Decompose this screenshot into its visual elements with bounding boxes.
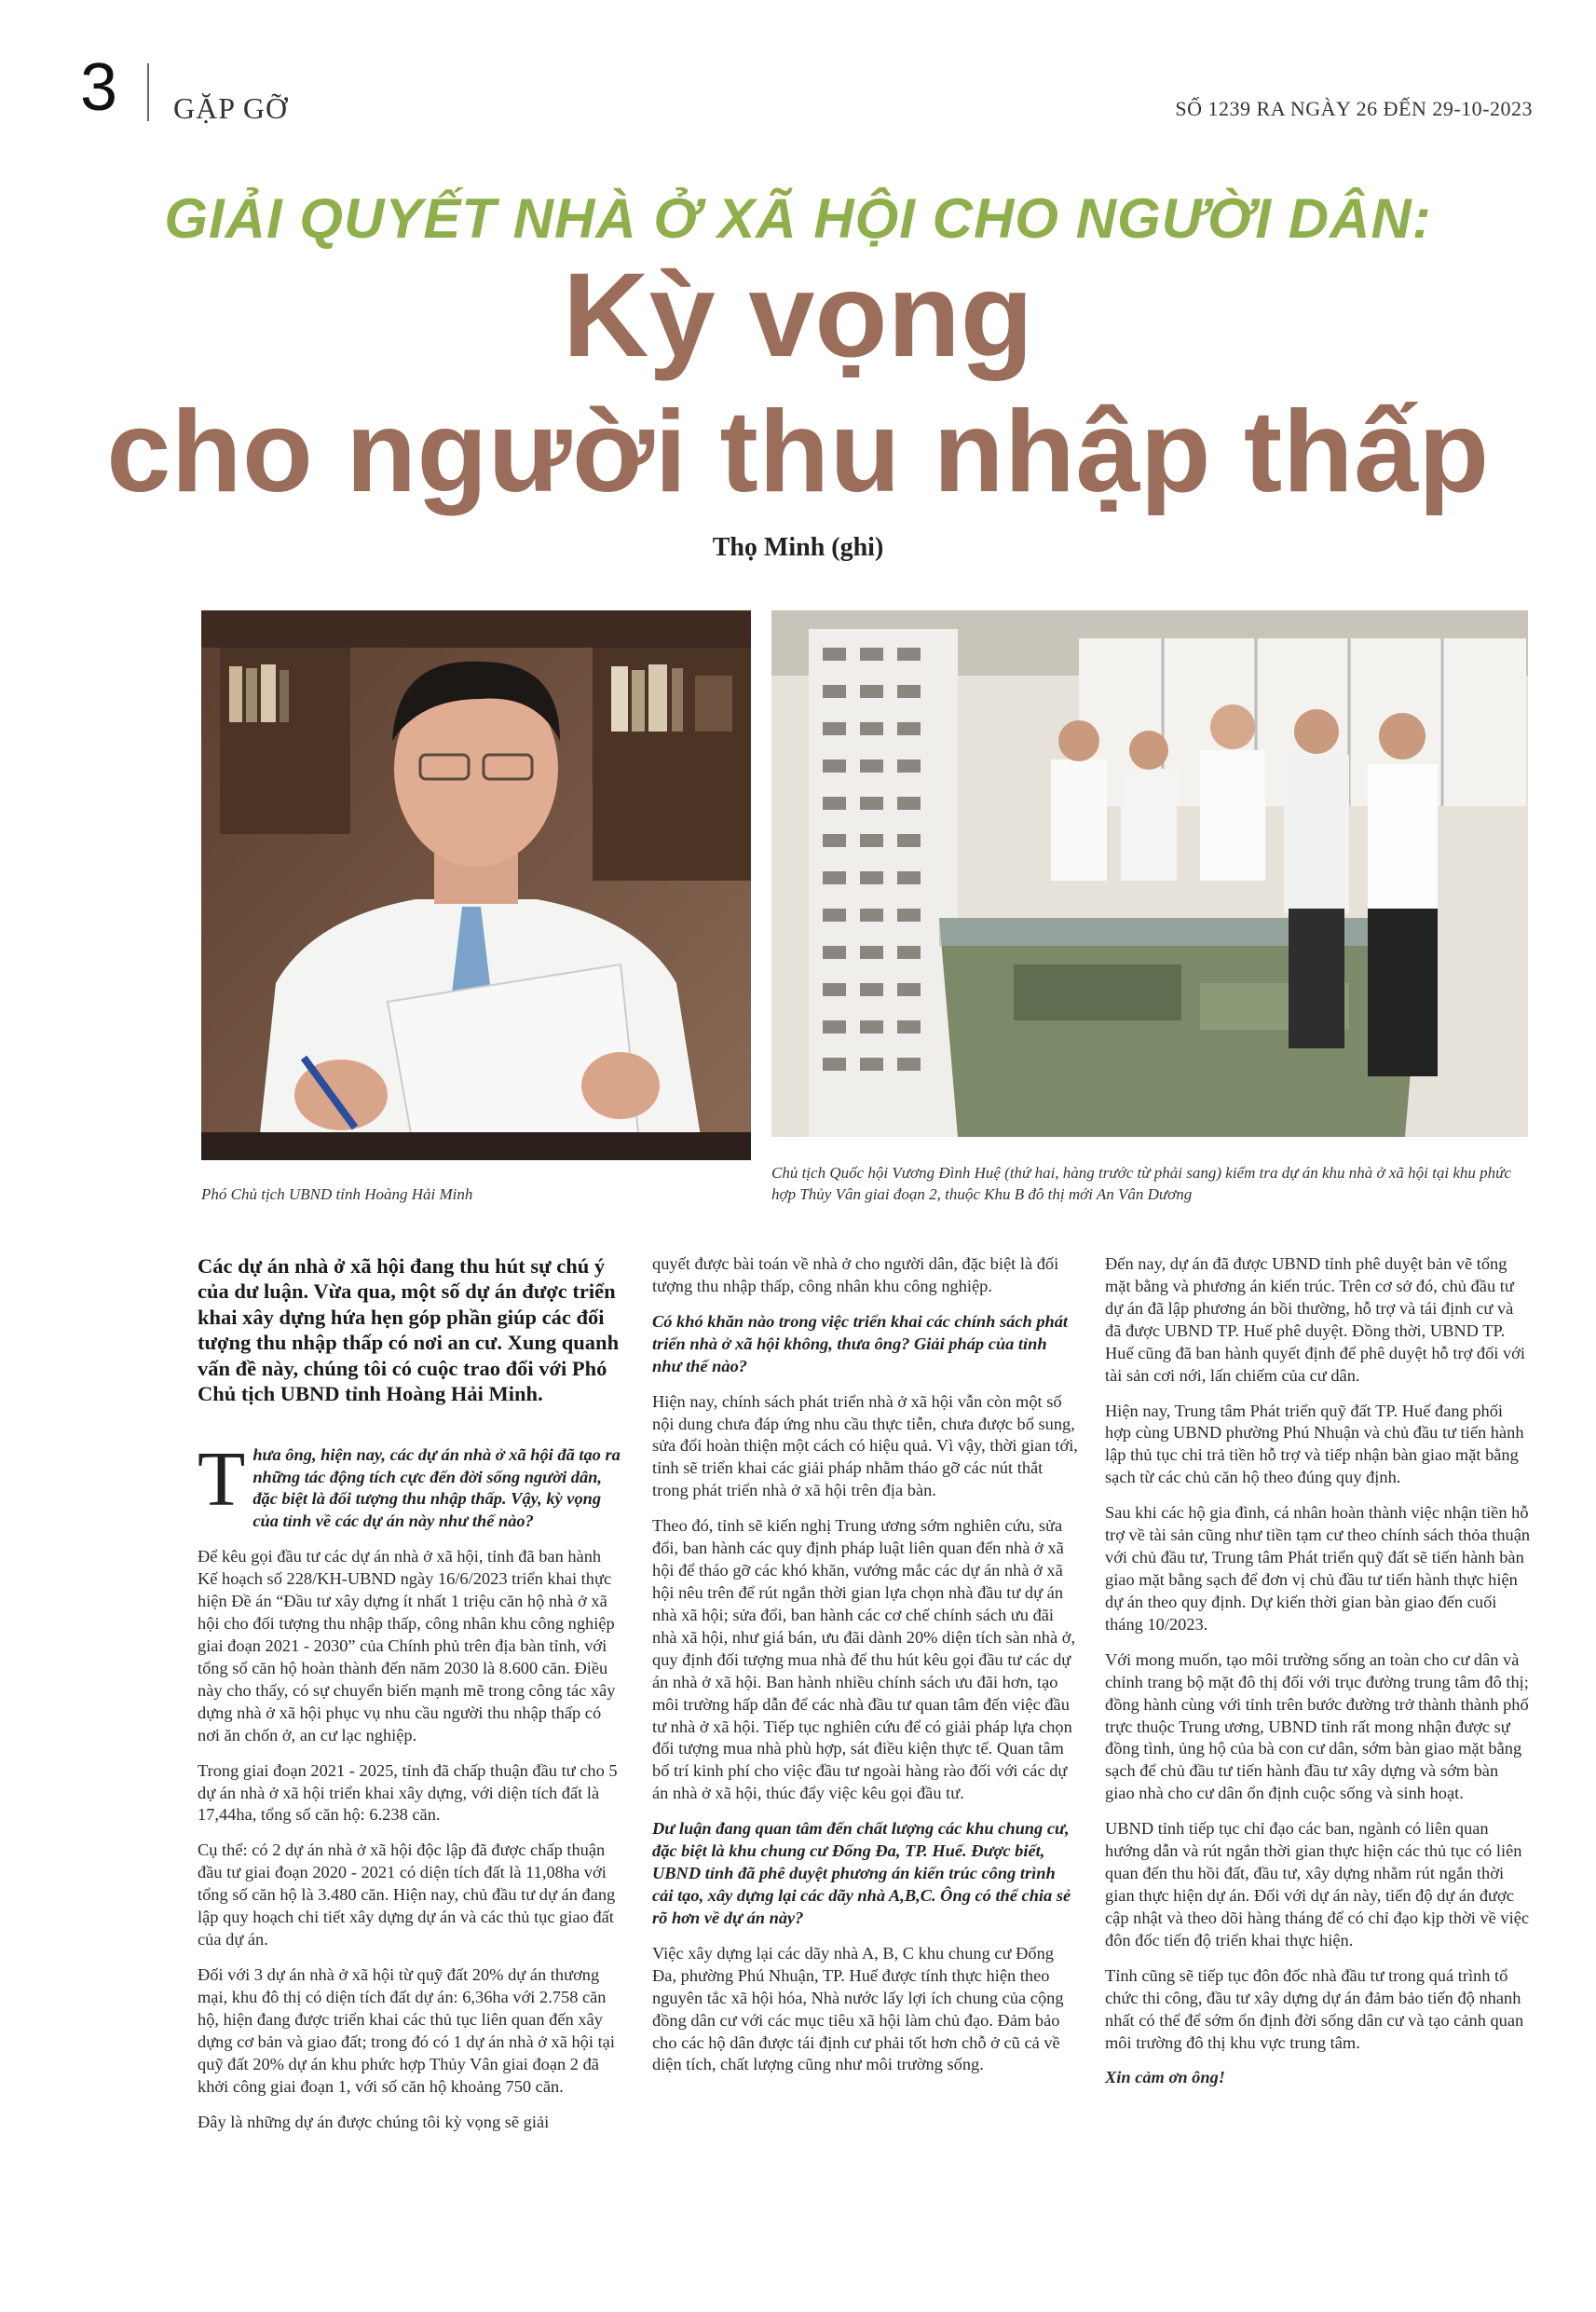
paragraph: Tỉnh cũng sẽ tiếp tục đôn đốc nhà đầu tư trong quá trình tổ chức thi công, đầu tư xây dựng dự án đảm bảo tiến độ nhanh nhất có thể để sớm ổn định đời sống dân cư và tạo cảnh quan môi trường đô thị khu vực trung tâm. [1105,1965,1524,2052]
article-byline: Thọ Minh (ghi) [712,533,884,562]
issue-info: SỐ 1239 RA NGÀY 26 ĐẾN 29-10-2023 [1175,97,1533,120]
paragraph: Trong giai đoạn 2021 - 2025, tỉnh đã chấp thuận đầu tư cho 5 dự án nhà ở xã hội triển khai xây dựng, với diện tích đất là 17,44ha, tổng số căn hộ: 6.238 căn. [198,1760,618,1825]
paragraph: Đến nay, dự án đã được UBND tỉnh phê duyệt bản vẽ tổng mặt bằng và phương án kiến trúc. Trên cơ sở đó, chủ đầu tư dự án đã lập phương án bồi thường, hỗ trợ và tái định cư và đã được UBND TP. Huế phê duyệt. Đồng thời, UBND TP. Huế cũng đã ban hành quyết định để phê duyệt hỗ trợ đối với tài sản cơi nới, lấn chiếm của cư dân. [1105,1254,1526,1385]
article-title-line1: Kỳ vọng [563,249,1033,382]
page-number: 3 [80,50,118,125]
portrait-illustration [201,610,751,1160]
paragraph: Với mong muốn, tạo môi trường sống an toàn cho cư dân và chỉnh trang bộ mặt đô thị đối với trục đường trung tâm đô thị; đồng hành cùng với tỉnh trên bước đường trở thành thành phố trực thuộc Trung ương, UBND tỉnh rất mong nhận được sự đồng tình, ủng hộ của bà con cư dân, sớm bàn giao mặt bằng sạch để chủ đầu tư tiến hành đầu tư xây dựng và sớm bàn giao nhà cho cư dân ổn định cuộc sống và sinh hoạt. [1105,1649,1529,1803]
article-kicker: GIẢI QUYẾT NHÀ Ở XÃ HỘI CHO NGƯỜI DÂN: [164,187,1432,250]
paragraph: Đối với 3 dự án nhà ở xã hội từ quỹ đất 20% dự án thương mại, khu đô thị có diện tích đất dự án: 6,36ha với 2.758 căn hộ, hiện đang được triển khai các thủ tục liên quan đến xây dựng cơ bản và giao đất; trong đó có 1 dự án nhà ở xã hội tại quỹ đất 20% dự án khu phức hợp Thủy Vân giai đoạn 2 đã khởi công giai đoạn 1, với số căn hộ khoảng 750 căn. [198,1964,615,2096]
article-lead: Các dự án nhà ở xã hội đang thu hút sự chú ý của dư luận. Vừa qua, một số dự án được triển khai xây dựng hứa hẹn góp phần giúp các đối tượng thu nhập thấp có nơi an cư. Xung quanh vấn đề này, chúng tôi có cuộc trao đổi với Phó Chủ tịch UBND tỉnh Hoàng Hải Minh. [198,1254,620,1406]
question-2: Có khó khăn nào trong việc triển khai các chính sách phát triển nhà ở xã hội không, thưa ông? Giải pháp của tỉnh như thế nào? [652,1311,1069,1375]
paragraph: Sau khi các hộ gia đình, cá nhân hoàn thành việc nhận tiền hỗ trợ về tài sản cũng như tiền tạm cư theo chính sách thỏa thuận với chủ đầu tư, Trung tâm Phát triển quỹ đất sẽ tiến hành bàn giao mặt bằng sạch để đơn vị chủ đầu tư tiến hành thực hiện dự án theo quy định. Dự kiến thời gian bàn giao đến cuối tháng 10/2023. [1105,1503,1531,1634]
drop-cap: T [198,1435,246,1523]
paragraph: Theo đó, tỉnh sẽ kiến nghị Trung ương sớm nghiên cứu, sửa đổi, ban hành các quy định pháp luật liên quan đến nhà ở xã hội để tháo gỡ các khó khăn, vướng mắc các dự án nhà ở xã hội nêu trên để rút ngắn thời gian lựa chọn nhà đầu tư dự án nhà xã hội; sửa đổi, ban hành các cơ chế chính sách ưu đãi nhà xã hội, như giá bán, ưu đãi dành 20% diện tích sàn nhà ở, quy định đối tượng mua nhà để thu hút kêu gọi đầu tư các dự án nhà ở xã hội. Ban hành nhiều chính sách ưu đãi hơn, tạo môi trường hấp dẫn để các nhà đầu tư quan tâm đến việc đầu tư nhà ở xã hội. Tiếp tục nghiên cứu để có giải pháp lựa chọn đối tượng mua nhà phù hợp, sát điều kiện thực tế. Quan tâm bố trí kinh phí cho việc đầu tư ngoài hàng rào đối với các dự án nhà ở xã hội, thúc đẩy việc kêu gọi đầu tư. [652,1516,1076,1803]
article-column-2 [652,1253,1079,2089]
paragraph: Hiện nay, Trung tâm Phát triển quỹ đất TP. Huế đang phối hợp cùng UBND phường Phú Nhuận và chủ đầu tư tiến hành lập thủ tục chi trả tiền hỗ trợ và tiếp nhận bàn giao mặt bằng sạch từ các chủ căn hộ theo đúng quy định. [1105,1401,1524,1487]
article-title-line2: cho người thu nhập thấp [106,388,1490,516]
closing-thanks: Xin cảm ơn ông! [1105,2068,1225,2087]
inspection-illustration [771,610,1528,1137]
article-column-3 [1105,1253,1532,2102]
inspection-photo [771,610,1528,1137]
article-column-1 [198,1253,624,2146]
paragraph: quyết được bài toán về nhà ở cho người dân, đặc biệt là đối tượng thu nhập thấp, công nhân khu công nghiệp. [652,1254,1059,1295]
portrait-caption: Phó Chủ tịch UBND tỉnh Hoàng Hải Minh [201,1185,473,1203]
paragraph: Đây là những dự án được chúng tôi kỳ vọng sẽ giải [198,2112,550,2131]
portrait-photo [201,610,751,1160]
header-divider [147,63,149,121]
question-3: Dư luận đang quan tâm đến chất lượng các khu chung cư, đặc biệt là khu chung cư Đống Đa, TP. Huế. Được biết, UBND tỉnh đã phê duyệt phương án kiến trúc công trình cải tạo, xây dựng lại các dãy nhà A,B,C. Ông có thể chia sẻ rõ hơn về dự án này? [652,1819,1071,1927]
question-1-text: hưa ông, hiện nay, các dự án nhà ở xã hội đã tạo ra những tác động tích cực đến đời sống người dân, đặc biệt là đối tượng thu nhập thấp. Vậy, kỳ vọng của tỉnh về các dự án này như thế nào? [252,1444,621,1531]
paragraph: Việc xây dựng lại các dãy nhà A, B, C khu chung cư Đống Đa, phường Phú Nhuận, TP. Huế được tính thực hiện theo nguyên tắc xã hội hóa, Nhà nước lấy lợi ích chung của cộng đồng dân cư với các mục tiêu xã hội làm chủ đạo. Đảm bảo cho các hộ dân được tái định cư phải tốt hơn chỗ ở cũ cả về diện tích, chất lượng cũng như môi trường sống. [652,1943,1064,2074]
section-name: GẶP GỠ [173,91,289,125]
question-1 [198,1435,624,1534]
paragraph: Cụ thể: có 2 dự án nhà ở xã hội độc lập đã được chấp thuận đầu tư giai đoạn 2020 - 2021 có diện tích đất là 11,08ha với tổng số căn hộ là 3.480 căn. Hiện nay, chủ đầu tư dự án đang lập quy hoạch chi tiết xây dựng dự án và các thủ tục giao đất của dự án. [198,1840,616,1949]
paragraph: Hiện nay, chính sách phát triển nhà ở xã hội vẫn còn một số nội dung chưa đáp ứng nhu cầu thực tiễn, chưa được bổ sung, sửa đổi hoàn thiện một cách có hiệu quả. Vì vậy, thời gian tới, tỉnh sẽ triển khai các giải pháp nhằm tháo gỡ các nút thắt trong phát triển nhà ở xã hội trên địa bàn. [652,1391,1078,1500]
paragraph: UBND tỉnh tiếp tục chỉ đạo các ban, ngành có liên quan hướng dẫn và rút ngắn thời gian thực hiện các thủ tục có liên quan đến thu hồi đất, đầu tư, xây dựng nhằm rút ngắn thời gian thực hiện dự án. Đối với dự án này, tiến độ dự án được cập nhật và theo dõi hàng tháng để có chỉ đạo kịp thời về việc đôn đốc tiến độ triển khai thực hiện. [1105,1819,1530,1949]
inspection-caption: Chủ tịch Quốc hội Vương Đình Huệ (thứ hai, hàng trước từ phải sang) kiểm tra dự án khu nhà ở xã hội tại khu phức hợp Thủy Vân giai đoạn 2, thuộc Khu B đô thị mới An Vân Dương [771,1164,1511,1203]
paragraph: Để kêu gọi đầu tư các dự án nhà ở xã hội, tỉnh đã ban hành Kế hoạch số 228/KH-UBND ngày 16/6/2023 triển khai thực hiện Đề án “Đầu tư xây dựng ít nhất 1 triệu căn hộ nhà ở xã hội cho đối tượng thu nhập thấp, công nhân khu công nghiệp giai đoạn 2021 - 2030” của Chính phủ trên địa bàn tỉnh, với tổng số căn hộ hoàn thành đến năm 2030 là 8.600 căn. Điều này cho thấy, có sự chuyển biến mạnh mẽ trong công tác xây dựng nhà ở xã hội phục vụ nhu cầu người thu nhập thấp có nơi ăn chốn ở, an cư lạc nghiệp. [198,1547,616,1744]
